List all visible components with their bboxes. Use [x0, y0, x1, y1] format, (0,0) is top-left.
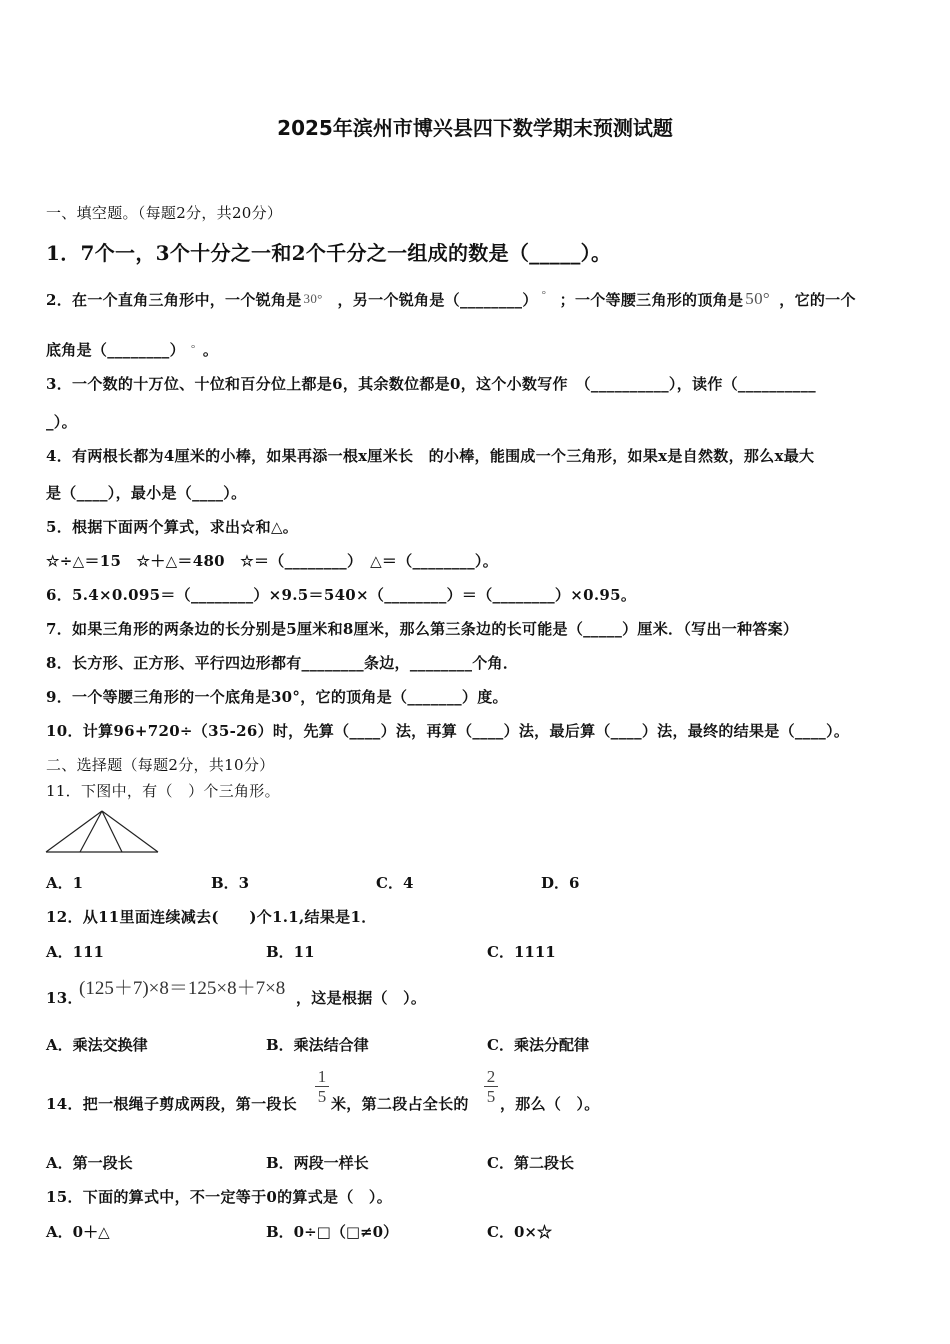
q15-option-b[interactable]: B．0÷□（□≠0） [266, 1223, 399, 1241]
q14-fraction-1-num: 1 [317, 1067, 327, 1086]
q2-line2: 底角是（________） [46, 341, 185, 359]
question-11-stem: 11．下图中，有（ ）个三角形。 [46, 782, 280, 800]
question-13-tail: ，这是根据（ ）。 [296, 989, 427, 1007]
q13-option-a[interactable]: A．乘法交换律 [46, 1036, 148, 1054]
question-13-num: 13． [46, 989, 83, 1007]
question-5-line1: 5．根据下面两个算式，求出☆和△。 [46, 518, 299, 536]
q13-option-c[interactable]: C．乘法分配律 [487, 1036, 589, 1054]
question-3-line1: 3．一个数的十万位、十位和百分位上都是6，其余数位都是0，这个小数写作 （__________），读作（__________ [46, 375, 816, 393]
question-6: 6．5.4×0.095＝（________）×9.5＝540×（________）＝（________）×0.95。 [46, 586, 637, 604]
q2-part1: 2．在一个直角三角形中，一个锐角是 [46, 291, 302, 309]
triangle-inner-line-2 [102, 811, 122, 852]
question-8: 8．长方形、正方形、平行四边形都有________条边，________个角． [46, 654, 519, 672]
q2-part4: ，它的一个 [779, 291, 856, 309]
q14-fraction-2 [484, 1067, 498, 1106]
question-14-part1: 14．把一根绳子剪成两段，第一段长 [46, 1095, 297, 1113]
q13-option-b[interactable]: B．乘法结合律 [266, 1036, 369, 1054]
question-10: 10．计算96+720÷（35-26）时，先算（____）法，再算（____）法，最后算（____）法，最终的结果是（____）。 [46, 722, 850, 740]
q14-fraction-2-num: 2 [486, 1067, 496, 1086]
question-2-line1 [46, 289, 856, 310]
q15-option-c[interactable]: C．0×☆ [487, 1223, 552, 1241]
question-9: 9．一个等腰三角形的一个底角是30°，它的顶角是（_______）度。 [46, 688, 508, 706]
question-1: 1．7个一，3个十分之一和2个千分之一组成的数是（_____）。 [46, 241, 612, 265]
q2-angle2: 50° [745, 289, 770, 308]
question-2-line2 [46, 339, 218, 360]
question-4-line2: 是（____），最小是（____）。 [46, 484, 247, 502]
question-14-part3: ，那么（ ）。 [500, 1095, 600, 1113]
triangle-left-side [46, 811, 102, 852]
q11-option-c[interactable]: C．4 [376, 874, 414, 892]
triangle-right-side [102, 811, 158, 852]
q2-angle1: 30° [303, 291, 323, 306]
question-3-line2: _）。 [46, 413, 77, 431]
q12-option-b[interactable]: B．11 [266, 943, 315, 961]
question-12-stem: 12．从11里面连续减去( )个1.1,结果是1． [46, 908, 377, 926]
q2-degree-a: ° [541, 289, 547, 301]
question-5-line2: ☆÷△＝15 ☆＋△＝480 ☆＝（________） △＝（________）。 [46, 552, 499, 570]
question-7: 7．如果三角形的两条边的长分别是5厘米和8厘米，那么第三条边的长可能是（_____）厘米．（写出一种答案） [46, 620, 799, 638]
q14-option-b[interactable]: B．两段一样长 [266, 1154, 369, 1172]
triangle-inner-line-1 [80, 811, 102, 852]
q2-part2: ，另一个锐角是（________） [337, 291, 538, 309]
q2-degree-b: ° [190, 343, 196, 355]
q15-option-a[interactable]: A．0＋△ [46, 1223, 110, 1241]
q12-option-c[interactable]: C．1111 [487, 943, 556, 961]
question-4-line1: 4．有两根长都为4厘米的小棒，如果再添一根x厘米长 的小棒，能围成一个三角形，如果x是自然数，那么x最大 [46, 447, 815, 465]
q12-option-a[interactable]: A．111 [46, 943, 104, 961]
triangle-figure [44, 808, 162, 856]
q14-fraction-1-den: 5 [315, 1086, 329, 1106]
q14-fraction-2-den: 5 [484, 1086, 498, 1106]
q13-formula: (125＋7)×8＝125×8＋7×8 [79, 978, 286, 999]
question-14-part2: 米，第二段占全长的 [331, 1095, 469, 1113]
section2-heading: 二、选择题（每题2分，共10分） [46, 756, 275, 774]
q14-option-c[interactable]: C．第二段长 [487, 1154, 574, 1172]
page-title: 2025年滨州市博兴县四下数学期末预测试题 [277, 116, 673, 140]
question-15-stem: 15．下面的算式中，不一定等于0的算式是（ ）。 [46, 1188, 393, 1206]
q14-option-a[interactable]: A．第一段长 [46, 1154, 133, 1172]
q11-option-a[interactable]: A．1 [46, 874, 84, 892]
q2-part3: ；一个等腰三角形的顶角是 [559, 291, 744, 309]
section1-heading: 一、填空题。（每题2分，共20分） [46, 204, 283, 222]
q2-end: 。 [202, 341, 219, 359]
q14-fraction-1 [315, 1067, 329, 1106]
q11-option-d[interactable]: D．6 [541, 874, 580, 892]
q11-option-b[interactable]: B．3 [211, 874, 250, 892]
